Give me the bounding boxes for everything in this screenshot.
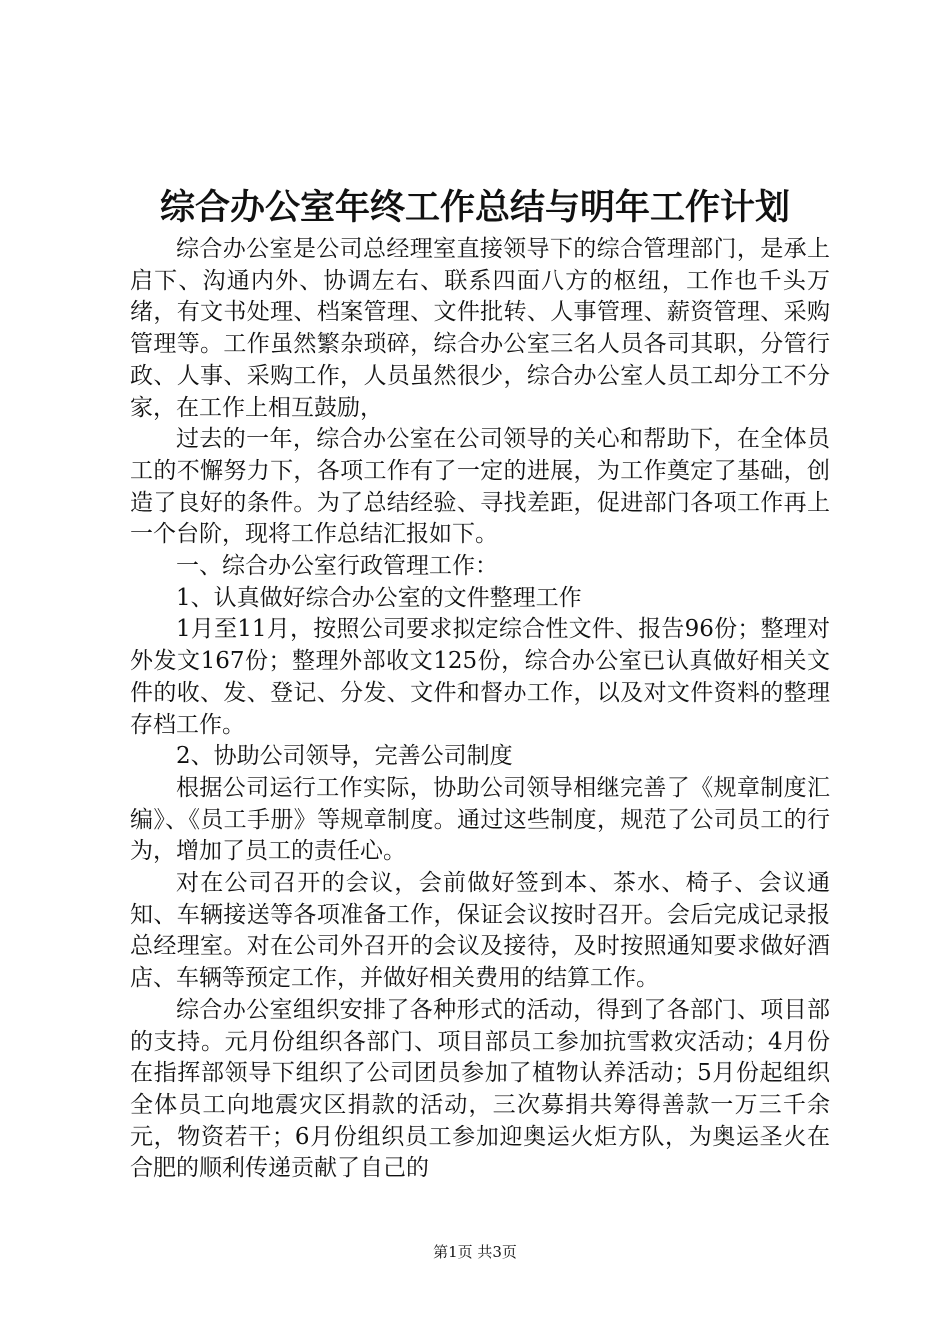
paragraph-intro: 综合办公室是公司总经理室直接领导下的综合管理部门，是承上启下、沟通内外、协调左右、联系四面八方的枢纽，工作也千头万绪，有文书处理、档案管理、文件批转、人事管理、薪资管理、采购管理等。工作虽然繁杂琐碎，综合办公室三名人员各司其职，分管行政、人事、采购工作，人员虽然很少，综合办公室人员工却分工不分家，在工作上相互鼓励， (130, 236, 830, 421)
document-body (130, 234, 830, 1185)
subheading-file-management: 1、认真做好综合办公室的文件整理工作 (176, 584, 582, 611)
section-heading-admin: 一、综合办公室行政管理工作： (176, 553, 498, 580)
page-footer: 第1页 共3页 (433, 1243, 517, 1261)
paragraph-activities: 综合办公室组织安排了各种形式的活动，得到了各部门、项目部的支持。元月份组织各部门、项目部员工参加抗雪救灾活动；4月份在指挥部领导下组织了公司团员参加了植物认养活动；5月份起组织全体员工向地震灾区捐款的活动，三次募捐共筹得善款一万三千余元，物资若干；6月份组织员工参加迎奥运火炬方队，为奥运圣火在合肥的顺利传递贡献了自己的 (130, 996, 830, 1182)
subheading-company-rules: 2、协助公司领导，完善公司制度 (176, 743, 513, 770)
paragraph-rules: 根据公司运行工作实际，协助公司领导相继完善了《规章制度汇编》、《员工手册》等规章制度。通过这些制度，规范了公司员工的行为，增加了员工的责任心。 (130, 774, 830, 865)
paragraph-file-stats: 1月至11月，按照公司要求拟定综合性文件、报告96份；整理对外发文167份；整理外部收文125份，综合办公室已认真做好相关文件的收、发、登记、分发、文件和督办工作，以及对文件资料的整理存档工作。 (130, 616, 830, 738)
paragraph-meetings: 对在公司召开的会议，会前做好签到本、茶水、椅子、会议通知、车辆接送等各项准备工作，保证会议按时召开。会后完成记录报总经理室。对在公司外召开的会议及接待，及时按照通知要求做好酒店、车辆等预定工作，并做好相关费用的结算工作。 (130, 870, 830, 992)
document-title: 综合办公室年终工作总结与明年工作计划 (159, 187, 790, 228)
paragraph-overview: 过去的一年，综合办公室在公司领导的关心和帮助下，在全体员工的不懈努力下，各项工作有了一定的进展，为工作奠定了基础，创造了良好的条件。为了总结经验、寻找差距，促进部门各项工作再上一个台阶，现将工作总结汇报如下。 (130, 426, 830, 548)
